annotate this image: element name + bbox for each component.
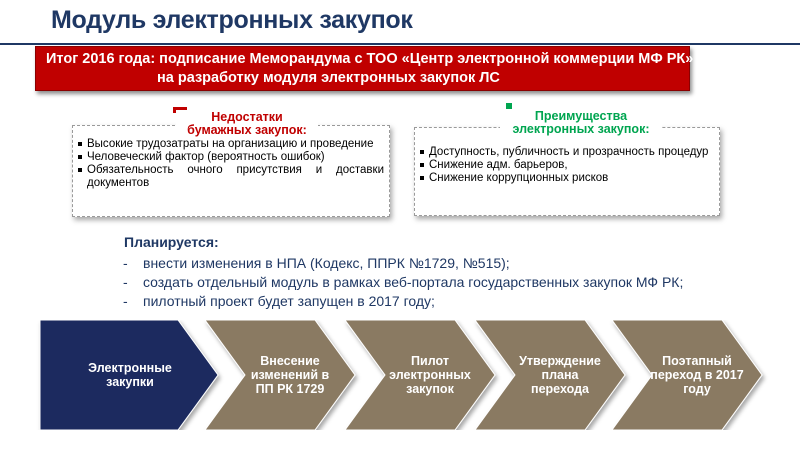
plan-item-text: создать отдельный модуль в рамках веб-портала государственных закупок МФ РК; [143, 274, 684, 290]
banner-line-1: Итог 2016 года: подписание Меморандума с ТОО «Центр электронной коммерции МФ РК» [46, 51, 694, 67]
disadvantages-box [72, 125, 390, 217]
advantages-list [420, 146, 714, 185]
disadvantages-list [78, 138, 384, 190]
list-item: Человеческий фактор (вероятность ошибок) [78, 151, 384, 164]
advantages-title [500, 109, 662, 137]
dash-marker: - [123, 255, 128, 271]
list-item: Снижение адм. барьеров, [420, 159, 714, 172]
plan-item [123, 292, 683, 311]
process-step-label: Поэтапный переход в 2017 году [650, 354, 744, 396]
plan-item [123, 254, 683, 273]
plan-item-text: пилотный проект будет запущен в 2017 году; [143, 293, 435, 309]
list-item: Доступность, публичность и прозрачность процедур [420, 146, 714, 159]
process-flow [0, 320, 800, 430]
list-item: Обязательность очного присутствия и доставки документов [78, 164, 384, 189]
list-item: Высокие трудозатраты на организацию и проведение [78, 138, 384, 151]
list-item: Снижение коррупционных рисков [420, 172, 714, 185]
disadvantages-title-line-1: Недостатки [211, 110, 283, 124]
banner-line-2: на разработку модуля электронных закупок ЛС [157, 70, 500, 86]
disadvantages-title [176, 110, 318, 138]
result-banner [35, 46, 694, 91]
disadvantages-title-line-2: бумажных закупок: [187, 123, 307, 137]
page-title: Модуль электронных закупок [51, 6, 413, 34]
advantages-title-line-1: Преимущества [534, 109, 628, 123]
process-step-label: Электронные закупки [88, 361, 172, 389]
title-underline [0, 43, 800, 45]
process-step-label: Внесение изменений в ПП РК 1729 [250, 354, 330, 396]
process-step-label: Пилот электронных закупок [389, 354, 471, 396]
advantages-box [414, 127, 720, 216]
plan-item-text: внести изменения в НПА (Кодекс, ППРК №1729, №515); [143, 255, 510, 271]
dash-marker: - [123, 293, 128, 309]
process-step-label: Утверждение плана перехода [519, 354, 601, 396]
plan-list [123, 254, 683, 311]
plan-title: Планируется: [124, 234, 219, 250]
plan-item [123, 273, 683, 292]
dash-marker: - [123, 274, 128, 290]
advantages-title-line-2: электронных закупок: [512, 122, 650, 136]
